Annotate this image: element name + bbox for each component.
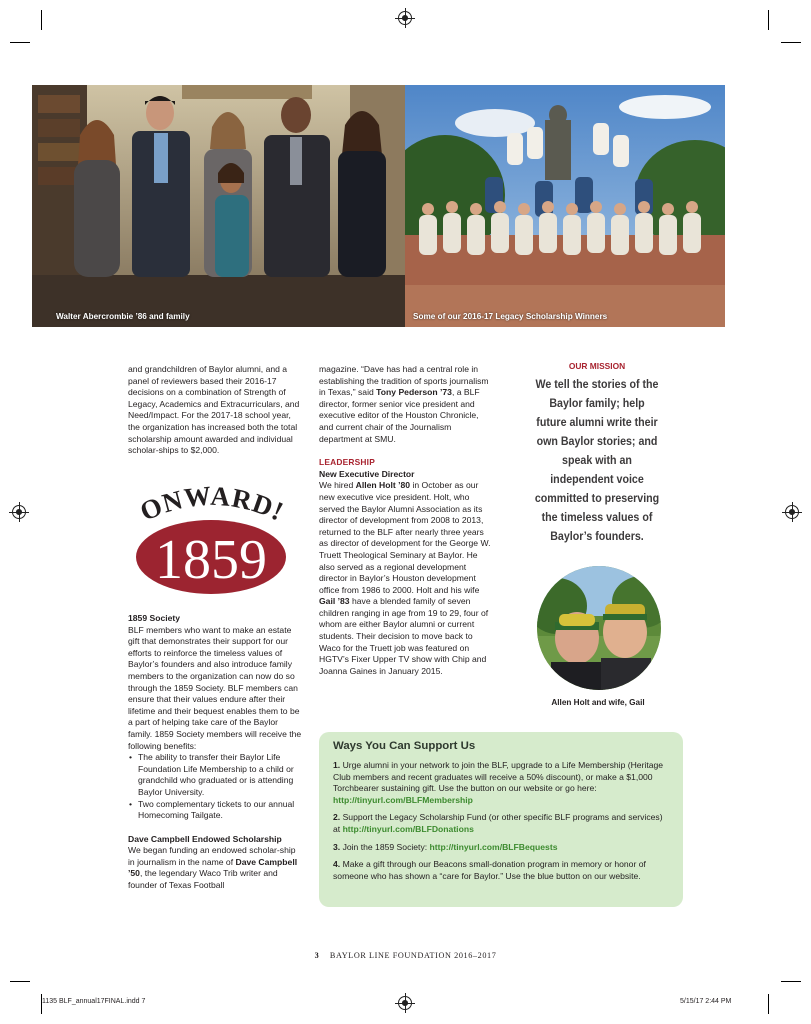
holt-portrait (537, 566, 661, 690)
society-paragraph: BLF members who want to make an estate gift that demonstrates their support for our efforts to reinforce the timeless values of Baylor’s founders and also introduce family members to the organization can now do so through the 1859 Society. BLF members can ensure that their values endure after their lifetime and their bequest enables them to be a part of helping take care of the Baylor family. 1859 Society members will receive the following benefits: (128, 624, 302, 751)
campbell-text-2: , the legendary Waco Trib writer and founder of Texas Football (128, 868, 278, 891)
leadership-text-3: have a blended family of seven children ranging in age from 19 to 29, four of whom are either Baylor alumni or current students. Their decision to move back to Waco for the Truett job was featured on HGTV’s Fixer Upper TV show with Chip and Joanna Gaines in January 2015. (319, 596, 489, 676)
photo-caption: Some of our 2016-17 Legacy Scholarship Winners (413, 312, 608, 321)
onward-1859-logo (130, 484, 292, 600)
mission-label: OUR MISSION (568, 361, 626, 371)
leadership-subhead: New Executive Director (319, 468, 415, 479)
membership-link[interactable]: http://tinyurl.com/BLFMembership (333, 794, 473, 805)
campbell-paragraph (128, 845, 302, 891)
bequests-link[interactable]: http://tinyurl.com/BLFBequests (429, 841, 558, 852)
scholarship-winners-photo (405, 85, 725, 327)
crop-mark (41, 10, 42, 30)
item-text: Join the 1859 Society: (342, 841, 428, 852)
crop-mark (10, 981, 30, 982)
crop-mark (768, 10, 769, 30)
leadership-paragraph (319, 480, 491, 677)
campbell-heading: Dave Campbell Endowed Scholarship (128, 833, 282, 844)
benefit-item: • The ability to transfer their Baylor Life Foundation Life Membership to a child or grandchild who graduated or is attending Baylor University. (128, 752, 302, 798)
column-1 (128, 364, 302, 457)
pederson-text-2: , a BLF director, former senior vice president and executive editor of the Houston Chronicle, and current chair of the Journalism department at SMU. (319, 387, 480, 444)
leadership-text-2: in October as our new executive vice president. Holt, who served the Baylor Alumni Association as its director of development from 2008 to 2013, returned to the BLF after nearly three years as director of development for the George W. Truett Theological Seminary at Baylor. He also served as a regional development director in Baylor’s Houston development office from 1986 to 2000. Holt and his wife (319, 480, 491, 595)
mission-statement: We tell the stories of the Baylor family; help future alumni write their own Baylor stories; and speak with an independent voice committed to preserving the timeless values of Baylor’s founders. (534, 377, 660, 543)
benefit-item: • Two complementary tickets to our annual Homecoming Tailgate. (128, 799, 302, 822)
item-number: 1. (333, 760, 341, 770)
support-box (319, 732, 683, 907)
column-2 (319, 364, 491, 677)
item-number: 4. (333, 859, 341, 870)
slug-filename: 1135 BLF_annual17FINAL.indd 7 (42, 998, 146, 1005)
registration-mark-icon (785, 505, 799, 519)
logo-year: 1859 (155, 529, 267, 591)
item-number: 2. (333, 812, 341, 823)
society-heading: 1859 Society (128, 613, 181, 623)
crop-mark (781, 42, 801, 43)
family-photo (32, 85, 405, 327)
crop-mark (10, 42, 30, 43)
page-footer (0, 951, 811, 960)
campbell-text: We began funding an endowed scholar-ship in journalism in the name of (128, 845, 296, 867)
support-item (333, 859, 671, 882)
benefits-list (128, 752, 302, 822)
slug-date: 5/15/17 2:44 PM (680, 998, 732, 1005)
photo-caption: Walter Abercrombie ’86 and family (56, 312, 190, 321)
pederson-text: magazine. “Dave has had a central role in establishing the tradition of sports journalism in Texas,” said (319, 364, 489, 398)
crop-mark (768, 994, 769, 1014)
support-item (333, 760, 671, 806)
holt-name: Allen Holt ’80 (355, 480, 411, 491)
pederson-name: Tony Pederson ’73 (376, 387, 452, 398)
registration-mark-icon (398, 996, 412, 1010)
donations-link[interactable]: http://tinyurl.com/BLFDonations (342, 823, 474, 834)
support-item (333, 812, 671, 835)
campbell-name: Dave Campbell ’50 (128, 856, 298, 879)
logo-word: ONWARD! (135, 484, 289, 527)
column-1-lower (128, 613, 302, 892)
item-text: Urge alumni in your network to join the BLF, upgrade to a Life Membership (Heritage Club members and recent graduates will receive a 50% discount), or make a $1,000 Torchbearer sustaining gift. Use the button on our website or go here: (333, 760, 664, 794)
item-text: Support the Legacy Scholarship Fund (or other specific BLF programs and services) at (333, 812, 663, 834)
pederson-paragraph (319, 364, 491, 445)
support-title: Ways You Can Support Us (333, 740, 476, 752)
item-text: Make a gift through our Beacons small-donation program in memory or honor of someone who has shown a “care for Baylor.” Use the blue button on our website. (333, 859, 646, 881)
registration-mark-icon (12, 505, 26, 519)
support-item (333, 842, 671, 854)
page-number: 3 (314, 951, 320, 960)
leadership-text: We hired (319, 480, 354, 491)
crop-mark (781, 981, 801, 982)
intro-paragraph: and grandchildren of Baylor alumni, and a panel of reviewers based their 2016-17 decisions on a combination of Strength of Legacy, Academics and Extracurriculars, and Need/Impact. For the 2017-18 school year, the organization has increased both the total scholarship amount awarded and individual scholar-ships to $2,000. (128, 364, 300, 456)
gail-name: Gail ’83 (319, 596, 350, 607)
portrait-caption: Allen Holt and wife, Gail (551, 698, 645, 707)
item-number: 3. (333, 841, 341, 852)
registration-mark-icon (398, 11, 412, 25)
leadership-label: LEADERSHIP (319, 457, 375, 468)
footer-title: BAYLOR LINE FOUNDATION 2016–2017 (329, 951, 497, 960)
